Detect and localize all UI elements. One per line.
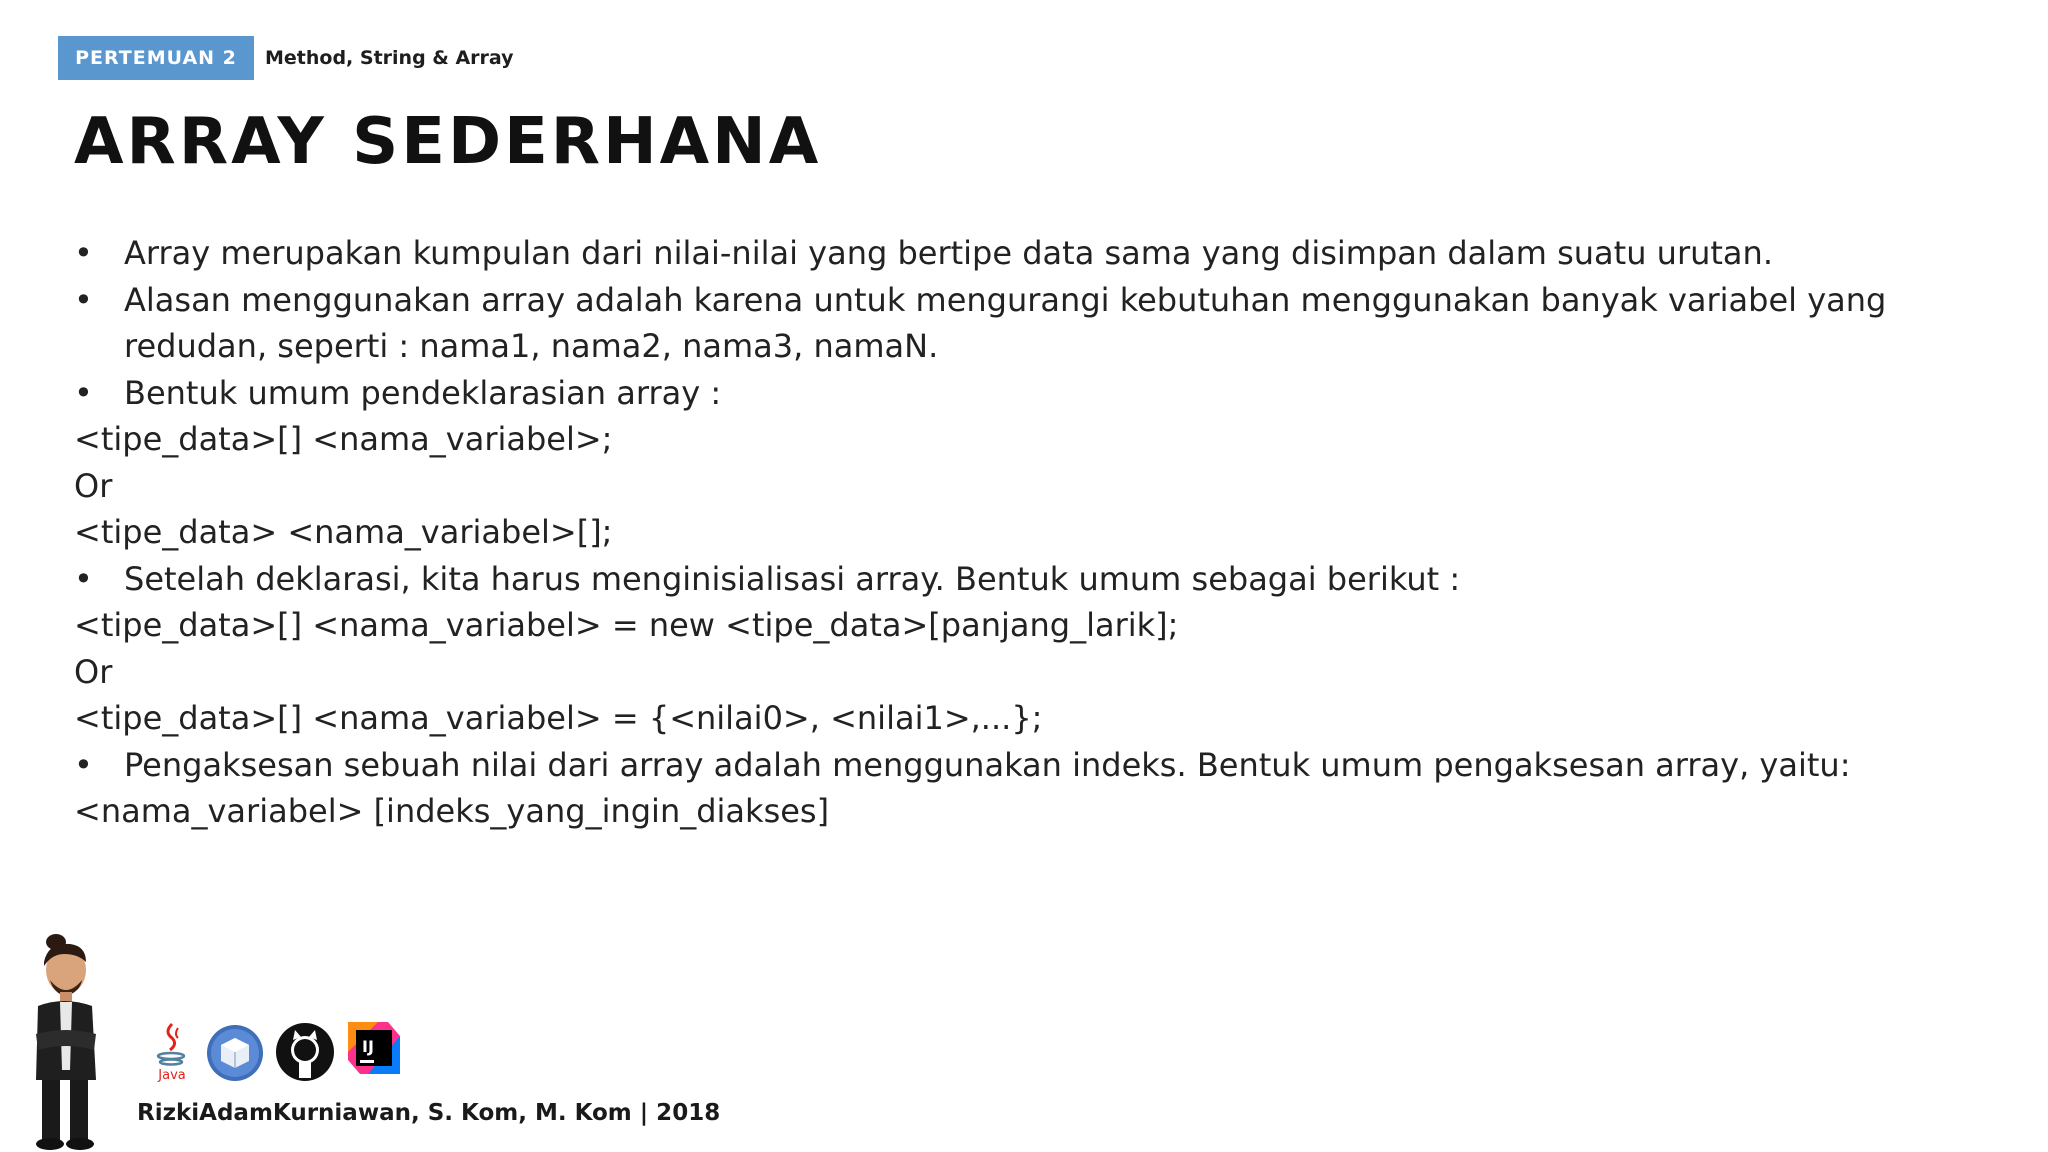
code-line: <nama_variabel> [indeks_yang_ingin_diakses] — [74, 792, 830, 830]
code-line: Or — [74, 466, 113, 505]
bullet-text: Alasan menggunakan array adalah karena untuk mengurangi kebutuhan menggunakan banyak variabel yang — [124, 280, 1887, 319]
slide-title: ARRAY SEDERHANA — [74, 105, 822, 179]
bullet-dot: • — [74, 745, 93, 784]
bullet-text: Setelah deklarasi, kita harus menginisialisasi array. Bentuk umum sebagai berikut : — [124, 559, 1461, 598]
bullet-dot: • — [74, 280, 93, 319]
java-icon — [150, 1020, 194, 1082]
bullet-item — [74, 742, 1974, 789]
bullet-item — [74, 277, 1974, 324]
code-line: <tipe_data>[] <nama_variabel> = new <tipe_data>[panjang_larik]; — [74, 606, 1179, 644]
bullet-text: Array merupakan kumpulan dari nilai-nilai yang bertipe data sama yang disimpan dalam suatu urutan. — [124, 234, 1773, 272]
bullet-item — [74, 370, 1974, 417]
bullet-dot: • — [74, 373, 93, 412]
code-line: <tipe_data> <nama_variabel>[]; — [74, 513, 613, 551]
bullet-item — [74, 230, 1974, 277]
bullet-text: Bentuk umum pendeklarasian array : — [124, 373, 722, 412]
bullet-item — [74, 556, 1974, 603]
character-illustration — [14, 930, 114, 1152]
bullet-text: Pengaksesan sebuah nilai dari array adalah menggunakan indeks. Bentuk umum pengaksesan array, yaitu: — [124, 745, 1851, 784]
bullet-dot: • — [74, 234, 93, 272]
bullet-dot: • — [74, 559, 93, 598]
virtualbox-icon — [206, 1024, 264, 1082]
slide-content — [74, 230, 1974, 835]
bullet-text: redudan, seperti : nama1, nama2, nama3, namaN. — [124, 327, 939, 365]
intellij-icon — [348, 1022, 400, 1074]
session-badge: PERTEMUAN 2 — [58, 36, 254, 80]
session-subject: Method, String & Array — [265, 47, 514, 69]
bullet-continuation — [74, 323, 1974, 370]
author-credit: RizkiAdamKurniawan, S. Kom, M. Kom | 2018 — [137, 1100, 721, 1126]
intellij-logo-text: IJ — [362, 1037, 374, 1056]
github-icon — [275, 1022, 335, 1082]
code-line: <tipe_data>[] <nama_variabel> = {<nilai0>, <nilai1>,...}; — [74, 699, 1043, 737]
code-line: <tipe_data>[] <nama_variabel>; — [74, 420, 613, 458]
code-line: Or — [74, 652, 113, 691]
java-logo-text: Java — [158, 1068, 186, 1082]
